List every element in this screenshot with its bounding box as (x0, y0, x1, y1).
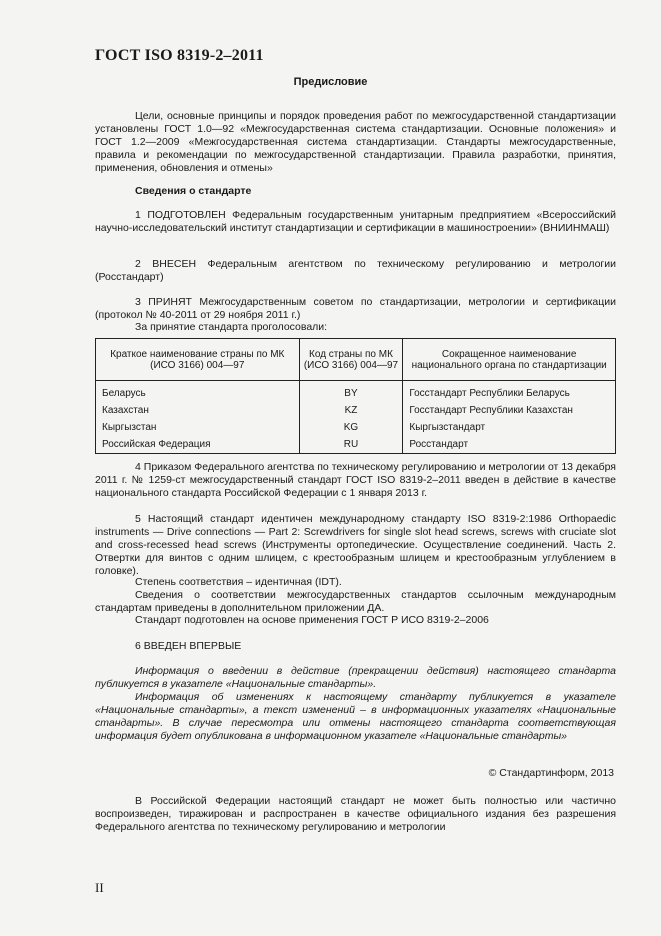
refs-paragraph: Сведения о соответствии межгосударственных стандартов ссылочным международным стандартам приведены в дополнительном приложении ДА. (95, 589, 616, 614)
voting-table (95, 338, 616, 454)
item-adopted: 3 ПРИНЯТ Межгосударственным советом по стандартизации, метрологии и сертификации (протокол № 40-2011 от 29 ноября 2011 г.) (95, 296, 616, 321)
item-submitted: 2 ВНЕСЕН Федеральным агентством по техническому регулированию и метрологии (Росстандарт) (95, 258, 616, 283)
notice-changes: Информация об изменениях к настоящему стандарту публикуется в указателе «Национальные стандарты», а текст изменений – в информационных указателях «Национальные стандарты». В случае пересмотра или отмены настоящего стандарта соответствующая информация будет опубликована в информационном указателе «Национальные стандарты» (95, 691, 616, 742)
col-code-header: Код страны по МК (ИСО 3166) 004—97 (299, 339, 403, 381)
item-first-introduced: 6 ВВЕДЕН ВПЕРВЫЕ (135, 640, 242, 652)
country-cell: Казахстан (96, 402, 300, 419)
notice-introduction: Информация о введении в действие (прекращении действия) настоящего стандарта публикуется в указателе «Национальные стандарты». (95, 665, 616, 690)
country-cell: Кыргызстан (96, 419, 300, 436)
code-cell: KZ (299, 402, 403, 419)
degree-line: Степень соответствия – идентичная (IDT). (135, 576, 342, 588)
code-cell: RU (299, 436, 403, 454)
col-country-header: Краткое наименование страны по МК (ИСО 3166) 004—97 (96, 339, 300, 381)
reproduction-notice: В Российской Федерации настоящий стандарт не может быть полностью или частично воспроизведен, тиражирован и распространен в качестве официального издания без разрешения Федерального агентства по техническому регулированию и метрологии (95, 795, 616, 833)
about-heading: Сведения о стандарте (135, 185, 252, 197)
item-order: 4 Приказом Федерального агентства по техническому регулированию и метрологии от 13 декабря 2011 г. № 1259-ст межгосударственный стандарт ГОСТ ISO 8319-2–2011 введен в действие в качестве национального стандарта Российской Федерации с 1 января 2013 г. (95, 461, 616, 499)
body-cell: Госстандарт Республики Казахстан (403, 402, 616, 419)
table-row (96, 419, 616, 436)
preface-heading: Предисловие (293, 76, 368, 88)
country-cell: Беларусь (96, 381, 300, 403)
body-cell: Госстандарт Республики Беларусь (403, 381, 616, 403)
page-number: II (95, 880, 104, 895)
col-body-header: Сокращенное наименование национального органа по стандартизации (403, 339, 616, 381)
country-cell: Российская Федерация (96, 436, 300, 454)
document-code: ГОСТ ISO 8319-2–2011 (95, 47, 264, 64)
table-row (96, 436, 616, 454)
code-cell: KG (299, 419, 403, 436)
table-row (96, 402, 616, 419)
table-row (96, 381, 616, 403)
code-cell: BY (299, 381, 403, 403)
body-cell: Росстандарт (403, 436, 616, 454)
copyright: © Стандартинформ, 2013 (488, 767, 614, 779)
item-prepared: 1 ПОДГОТОВЛЕН Федеральным государственным унитарным предприятием «Всероссийский научно-исследовательский институт стандартизации и сертификации в машиностроении» (ВНИИНМАШ) (95, 209, 616, 234)
item-identical: 5 Настоящий стандарт идентичен международному стандарту ISO 8319-2:1986 Orthopaedic instruments — Drive connections — Part 2: Screwdrivers for single slot head screws, screws with cruciate slot and cross-recessed head screws (Инструменты ортопедические. Осуществление соединений. Часть 2. Отвертки для винтов с одним шлицем, с крестообразным шлицем и крестообразным углублением в головке). (95, 513, 616, 577)
basis-line: Стандарт подготовлен на основе применения ГОСТ Р ИСО 8319-2–2006 (135, 614, 489, 626)
body-cell: Кыргызстандарт (403, 419, 616, 436)
voted-label: За принятие стандарта проголосовали: (135, 321, 328, 333)
preface-intro: Цели, основные принципы и порядок проведения работ по межгосударственной стандартизации установлены ГОСТ 1.0—92 «Межгосударственная система стандартизации. Основные положения» и ГОСТ 1.2—2009 «Межгосударственная система стандартизации. Стандарты межгосударственные, правила и рекомендации по межгосударственной стандартизации. Правила разработки, принятия, применения, обновления и отмены» (95, 110, 616, 174)
